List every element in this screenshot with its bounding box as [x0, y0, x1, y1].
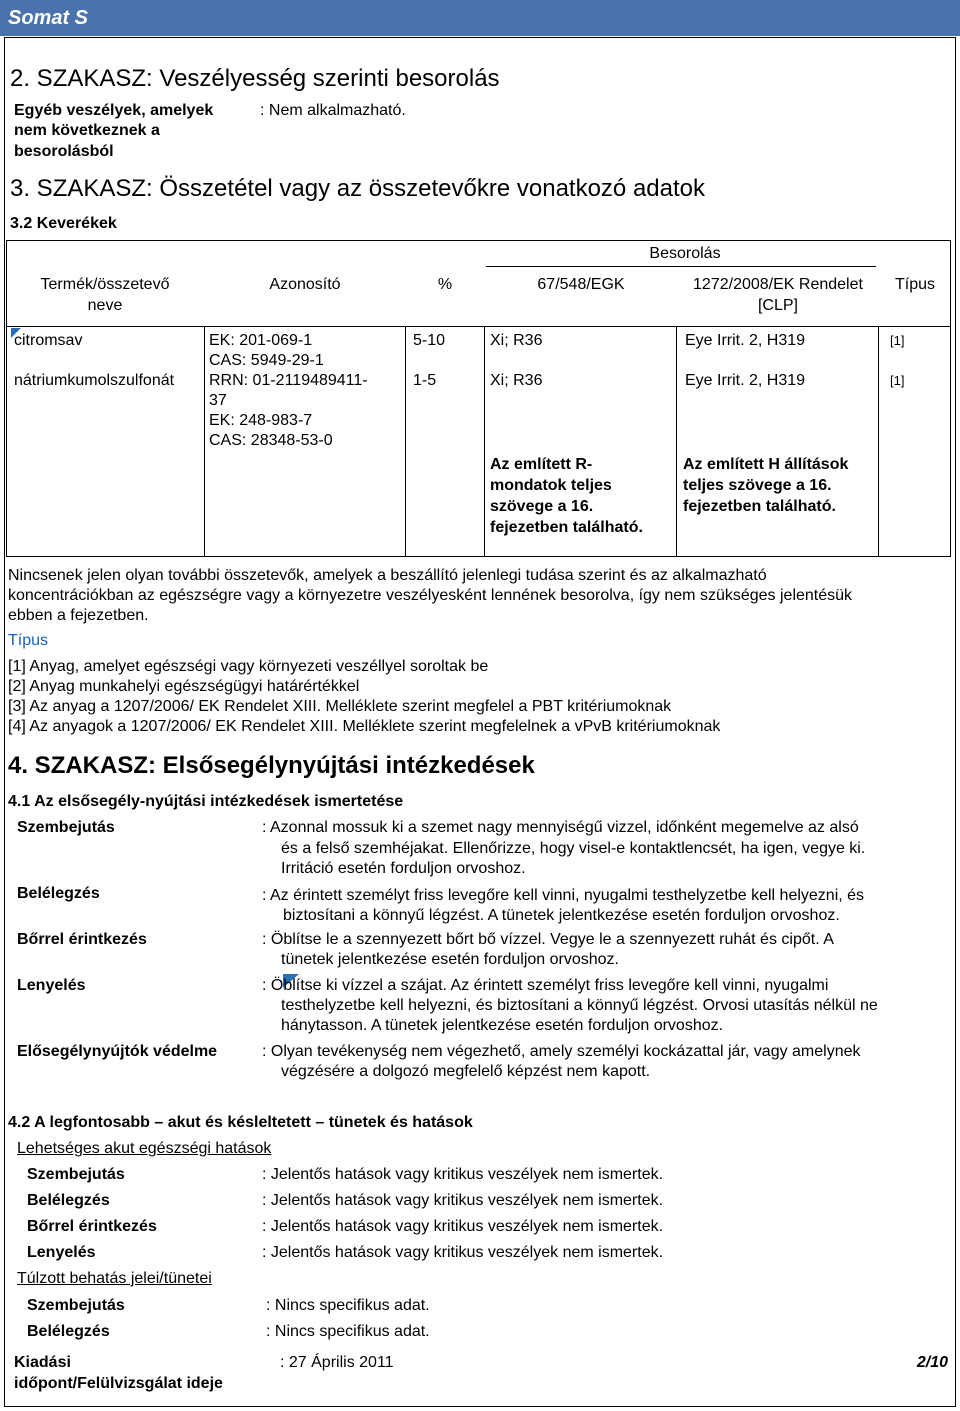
eye-contact-label: Szembejutás: [17, 819, 115, 836]
other-hazards-label-2: nem következnek a: [14, 122, 160, 139]
acute-eye-label: Szembejutás: [27, 1166, 125, 1183]
inhalation-line-2: biztosítani a könnyű légzést. A tünetek jelentkezése esetén forduljon orvoshoz.: [283, 907, 840, 924]
eye-contact-line-3: Irritáció esetén forduljon orvoshoz.: [281, 860, 526, 877]
row-1-67548: Xi; R36: [490, 332, 543, 349]
row-2-type: [1]: [890, 373, 905, 388]
no-other-ingredients-3: ebben a fejezetben.: [8, 607, 149, 624]
first-aider-protection-label: Elősegélynyújtók védelme: [17, 1043, 218, 1060]
section-4-title: 4. SZAKASZ: Elsősegélynyújtási intézkedések: [8, 752, 535, 779]
r-phrases-note-3: szövege a 16.: [490, 498, 594, 515]
skin-contact-label: Bőrrel érintkezés: [17, 931, 147, 948]
row-2-id-3: EK: 248-983-7: [209, 412, 313, 429]
col-header-id: Azonosító: [269, 276, 341, 293]
row-1-name: citromsav: [14, 332, 83, 349]
first-aider-protection-line-2: végzésére a dolgozó megfelelő képzést nem kapott.: [281, 1063, 651, 1080]
acute-skin-label: Bőrrel érintkezés: [27, 1218, 157, 1235]
acute-eye-value: : Jelentős hatások vagy kritikus veszélyek nem ismertek.: [262, 1166, 664, 1183]
other-hazards-label-3: besorolásból: [14, 143, 114, 160]
row-1-type: [1]: [890, 333, 905, 348]
besorolas-header: Besorolás: [649, 245, 721, 262]
row-2-id-1: RRN: 01-2119489411-: [209, 372, 368, 389]
col-divider: [484, 327, 485, 557]
header-bar: [0, 0, 960, 36]
type-4: [4] Az anyagok a 1207/2006/ EK Rendelet XIII. Melléklete szerint megfelelnek a vPvB kritériumoknak: [8, 718, 721, 735]
h-statements-note-2: teljes szövege a 16.: [683, 477, 832, 494]
mixtures-subtitle: 3.2 Keverékek: [10, 215, 117, 232]
section-2-title: 2. SZAKASZ: Veszélyesség szerinti besorolás: [10, 65, 500, 92]
page-number: 2/10: [916, 1354, 948, 1371]
acute-ingestion-label: Lenyelés: [27, 1244, 96, 1261]
row-2-id-2: 37: [209, 392, 227, 409]
section-3-title: 3. SZAKASZ: Összetétel vagy az összetevőkre vonatkozó adatok: [10, 175, 706, 202]
ingestion-line-3: hánytasson. A tünetek jelentkezése esetén forduljon orvoshoz.: [281, 1017, 724, 1034]
brand-title: Somat S: [8, 7, 89, 29]
col-header-67548: 67/548/EGK: [537, 276, 625, 293]
types-title: Típus: [8, 632, 49, 649]
row-2-id-4: CAS: 28348-53-0: [209, 432, 333, 449]
no-other-ingredients-1: Nincsenek jelen olyan további összetevők, amelyek a beszállító jelenlegi tudása szerint és az alkalmazható: [8, 567, 767, 584]
col-header-name-2: neve: [87, 297, 123, 314]
col-divider: [204, 327, 205, 557]
acute-inhalation-label: Belélegzés: [27, 1192, 110, 1209]
over-inhalation-label: Belélegzés: [27, 1323, 110, 1340]
other-hazards-label-1: Egyéb veszélyek, amelyek: [14, 102, 214, 119]
footer-date: : 27 Április 2011: [280, 1354, 394, 1371]
col-divider: [676, 327, 677, 557]
ingestion-line-2: testhelyzetbe kell helyezni, és biztosítani a könnyű légzést. Orvosi utasítás nélkül ne: [281, 997, 878, 1014]
col-header-name-1: Termék/összetevő: [40, 276, 170, 293]
inhalation-label: Belélegzés: [17, 885, 100, 902]
row-2-1272: Eye Irrit. 2, H319: [685, 372, 806, 389]
row-2-67548: Xi; R36: [490, 372, 543, 389]
ingestion-label: Lenyelés: [17, 977, 86, 994]
r-phrases-note-4: fejezetben található.: [490, 519, 643, 536]
row-1-id-2: CAS: 5949-29-1: [209, 352, 324, 369]
ingestion-line-1: : Öblítse ki vízzel a szájat. Az érintett személyt friss levegőre kell vinni, nyugalmi: [262, 977, 829, 994]
acute-ingestion-value: : Jelentős hatások vagy kritikus veszélyek nem ismertek.: [262, 1244, 664, 1261]
row-1-id-1: EK: 201-069-1: [209, 332, 313, 349]
col-header-1272-1: 1272/2008/EK Rendelet: [693, 276, 863, 293]
acute-effects-title: Lehetséges akut egészségi hatások: [17, 1140, 272, 1157]
type-3: [3] Az anyag a 1207/2006/ EK Rendelet XIII. Melléklete szerint megfelel a PBT kritériumoknak: [8, 698, 672, 715]
acute-skin-value: : Jelentős hatások vagy kritikus veszélyek nem ismertek.: [262, 1218, 664, 1235]
row-1-1272: Eye Irrit. 2, H319: [685, 332, 806, 349]
besorolas-rule: [486, 266, 876, 267]
h-statements-note-1: Az említett H állítások: [683, 456, 849, 473]
r-phrases-note-2: mondatok teljes: [490, 477, 612, 494]
row-2-name: nátriumkumolszulfonát: [14, 372, 175, 389]
eye-contact-line-2: és a felső szemhéjakat. Ellenőrizze, hogy visel-e kontaktlencsét, ha igen, vegye ki.: [281, 840, 866, 857]
h-statements-note-3: fejezetben található.: [683, 498, 836, 515]
col-divider: [878, 327, 879, 557]
no-other-ingredients-2: koncentrációkban az egészségre vagy a környezetre veszélyesként lennének besorolva, így nem szükséges jelentésük: [8, 587, 853, 604]
overexposure-title: Túlzott behatás jelei/tünetei: [17, 1270, 212, 1287]
first-aider-protection-line-1: : Olyan tevékenység nem végezhető, amely személyi kockázattal jár, vagy amelynek: [262, 1043, 861, 1060]
over-eye-value: : Nincs specifikus adat.: [266, 1297, 430, 1314]
eye-contact-line-1: : Azonnal mossuk ki a szemet nagy mennyiségű vizzel, időnként megemelve az alsó: [262, 819, 859, 836]
r-phrases-note-1: Az említett R-: [490, 456, 593, 473]
skin-contact-line-2: tünetek jelentkezése esetén forduljon orvoshoz.: [281, 951, 619, 968]
inhalation-line-1: : Az érintett személyt friss levegőre kell vinni, nyugalmi testhelyzetbe kell helyezni, és: [262, 887, 865, 904]
col-header-1272-2: [CLP]: [757, 297, 798, 314]
skin-contact-line-1: : Öblítse le a szennyezett bőrt bő vízzel. Vegye le a szennyezett ruhát és cipőt. A: [262, 931, 834, 948]
row-2-percent: 1-5: [413, 372, 437, 389]
symptoms-subtitle: 4.2 A legfontosabb – akut és késleltetett – tünetek és hatások: [8, 1114, 473, 1131]
col-header-type: Típus: [894, 276, 935, 293]
table-header-rule: [6, 326, 951, 327]
footer-label-1: Kiadási: [14, 1354, 71, 1371]
acute-inhalation-value: : Jelentős hatások vagy kritikus veszélyek nem ismertek.: [262, 1192, 664, 1209]
first-aid-subtitle: 4.1 Az elsősegély-nyújtási intézkedések ismertetése: [8, 793, 404, 810]
type-1: [1] Anyag, amelyet egészségi vagy környezeti veszéllyel soroltak be: [8, 658, 489, 675]
other-hazards-value: : Nem alkalmazható.: [260, 102, 406, 119]
over-inhalation-value: : Nincs specifikus adat.: [266, 1323, 430, 1340]
col-divider: [405, 327, 406, 557]
over-eye-label: Szembejutás: [27, 1297, 125, 1314]
type-2: [2] Anyag munkahelyi egészségügyi határértékkel: [8, 678, 360, 695]
row-1-percent: 5-10: [413, 332, 446, 349]
footer-label-2: időpont/Felülvizsgálat ideje: [14, 1375, 223, 1392]
col-header-percent: %: [437, 276, 453, 293]
